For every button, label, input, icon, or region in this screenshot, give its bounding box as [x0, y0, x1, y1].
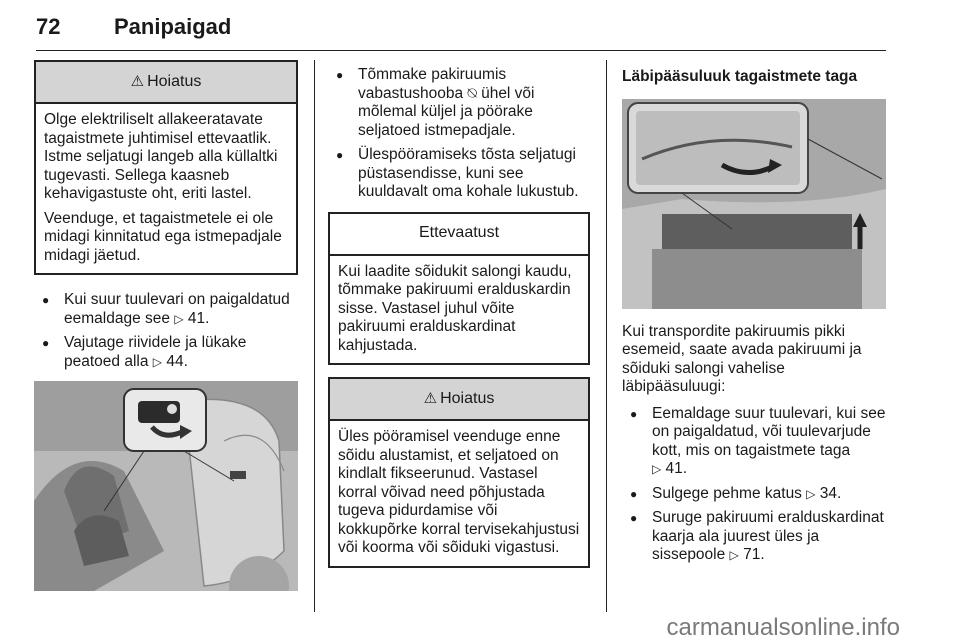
warning-box-body	[36, 104, 296, 273]
column-divider	[606, 60, 607, 612]
watermark: carmanualsonline.info	[666, 614, 900, 641]
column-1	[34, 60, 298, 591]
page-reference[interactable]: ▷ 44.	[152, 352, 188, 370]
warning-box-title: Hoiatus	[147, 72, 202, 90]
seat-release-icon: ⍉	[467, 84, 477, 102]
warning-paragraph: Veenduge, et tagaistmetele ei ole midagi kinnitatud ega istmepadjale midagi jäetud.	[44, 209, 282, 264]
page-ref-icon: ▷	[152, 354, 163, 369]
list-item: ● Suruge pakiruumi eralduskardinat kaarja ala juurest üles ja sissepoole ▷ 71.	[622, 509, 888, 565]
warning-paragraph: Olge elektriliselt allakeeratavate tagaistmete juhtimisel ettevaatlik. Istme seljatugi langeb alla küllaltki tugevasti. Sellega kaasneb kehavigastuste oht, eriti lastel.	[44, 111, 278, 202]
list-item: ● Vajutage riividele ja lükake peatoed alla ▷ 44.	[34, 334, 298, 371]
pass-through-hatch-illustration	[622, 99, 886, 309]
column-2	[328, 60, 590, 578]
warning-box-title: Hoiatus	[440, 389, 495, 407]
caution-box	[328, 212, 590, 366]
caution-text: Kui laadite sõidukit salongi kaudu, tõmmake pakiruumi eralduskardin sisse. Vastasel juhul võite pakiruumi eralduskardinat kahjustada.	[338, 262, 572, 354]
bullet-list	[622, 405, 888, 565]
page-title: Panipaigad	[114, 14, 232, 39]
page-reference[interactable]: ▷ 71.	[729, 546, 765, 563]
list-item: ● Kui suur tuulevari on paigaldatud eemaldage see ▷ 41.	[34, 291, 298, 328]
page-ref-icon: ▷	[652, 462, 662, 476]
list-item: ● Eemaldage suur tuulevari, kui see on paigaldatud, või tuulevarjude kott, mis on tagaistmete taga ▷ 41.	[622, 405, 888, 479]
warning-triangle-icon: ⚠	[423, 389, 438, 407]
bullet-list	[34, 291, 298, 371]
list-item: ● Sulgege pehme katus ▷ 34.	[622, 485, 888, 504]
warning-text: Üles pööramisel veenduge enne sõidu alustamist, et seljatoed on kindlalt fikseerunud. Vastasel korral võivad need põhjustada tugeva pidurdamise või kokkupõrke korral tervisekahjustusi või koorma või sõiduki vigastusi.	[338, 428, 580, 556]
page-ref-icon: ▷	[174, 311, 184, 326]
caution-box-title: Ettevaatust	[418, 224, 500, 242]
warning-box	[34, 60, 298, 275]
warning-box-header	[36, 62, 296, 104]
column-3	[622, 60, 888, 571]
bullet-list	[328, 66, 590, 202]
caution-box-body	[330, 256, 588, 364]
page-ref-icon: ▷	[729, 548, 739, 562]
column-divider	[314, 60, 315, 612]
page-header	[36, 6, 886, 51]
page-reference[interactable]: ▷ 41.	[174, 309, 210, 327]
page-number: 72	[36, 14, 61, 39]
intro-paragraph: Kui transpordite pakiruumis pikki esemeid, saate avada pakiruumi ja sõiduki salongi vahelise läbipääsuluugi:	[622, 322, 862, 395]
warning-box	[328, 377, 590, 568]
list-item: ● Ülespööramiseks tõsta seljatugi püstasendisse, kuni see kuuldavalt oma kohale lukustub.	[328, 146, 590, 202]
warning-box-header	[330, 379, 588, 421]
warning-box-body	[330, 421, 588, 566]
section-heading: Läbipääsuluuk tagaistmete taga	[622, 68, 858, 85]
rear-seat-release-illustration	[34, 381, 298, 591]
caution-box-header	[330, 214, 588, 256]
page-reference[interactable]: ▷ 34.	[806, 484, 842, 502]
warning-triangle-icon: ⚠	[130, 72, 145, 90]
page-reference[interactable]: ▷ 41.	[652, 460, 688, 477]
list-item: ● Tõmmake pakiruumis vabastushooba ⍉ ühel või mõlemal küljel ja pöörake seljatoed istmepadjale.	[328, 66, 590, 140]
page-ref-icon: ▷	[806, 486, 816, 501]
